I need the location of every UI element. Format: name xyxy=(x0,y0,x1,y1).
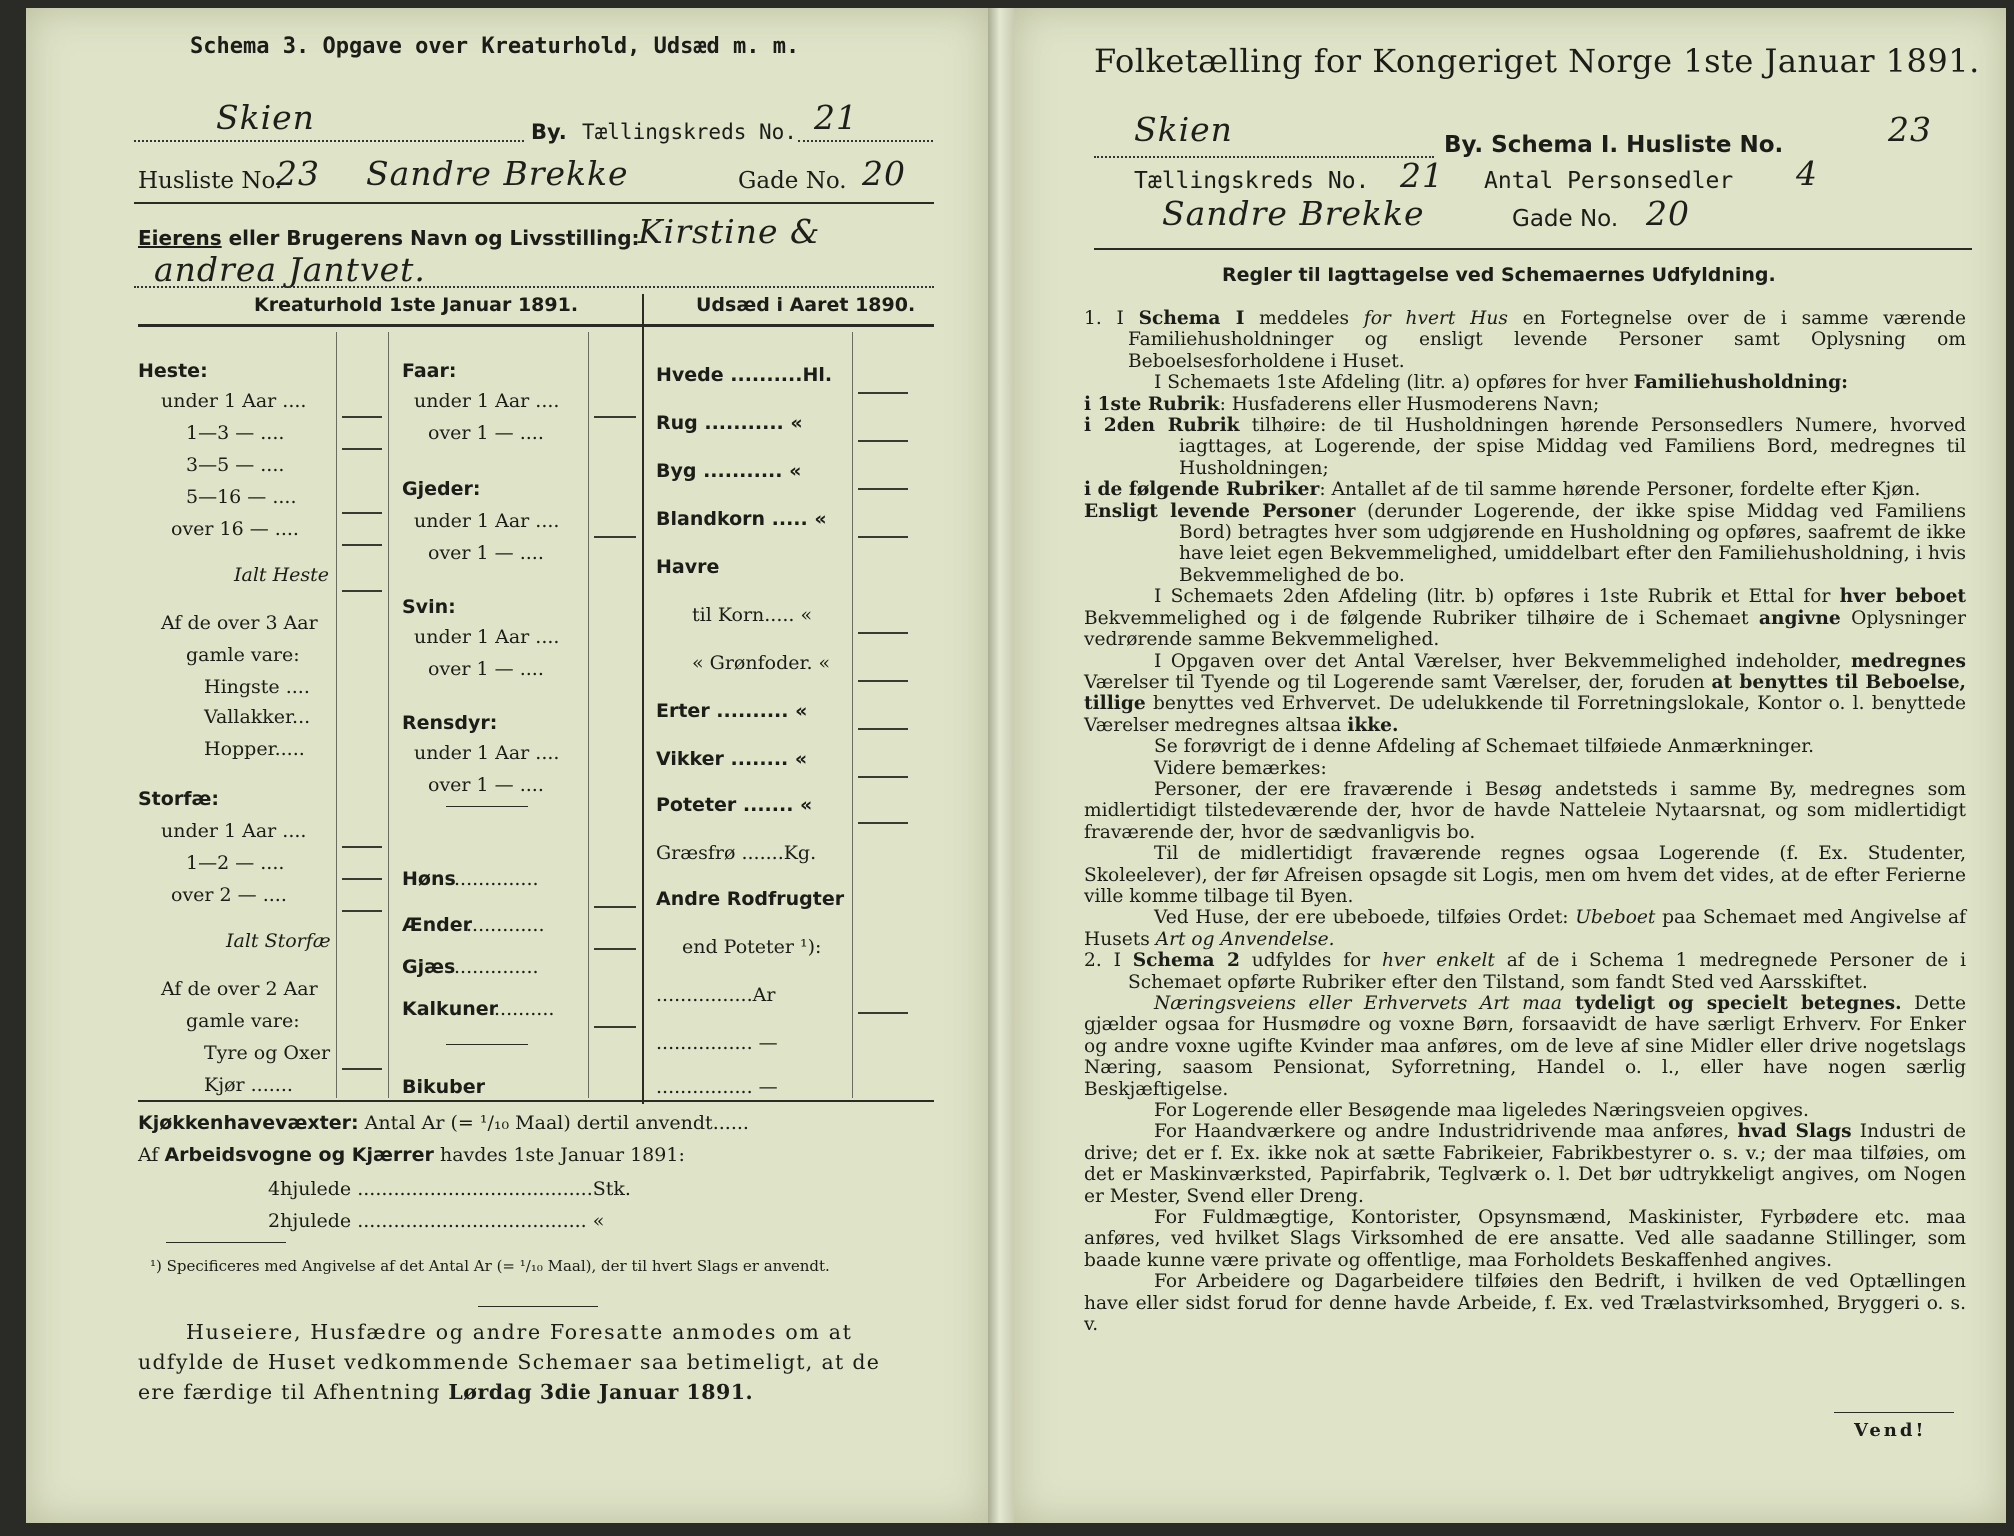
col-line-2 xyxy=(388,332,389,1098)
hons-dots: .............. xyxy=(454,868,539,890)
heste-row-2: 3—5 — .... xyxy=(186,454,285,476)
kreds-dotline xyxy=(798,140,933,142)
rule-1-videre: Videre bemærkes: xyxy=(1154,757,1327,779)
ialt-heste: Ialt Heste xyxy=(234,564,330,586)
husliste-handwritten: 23 xyxy=(1888,110,1932,149)
rule-2: 2. I Schema 2 udfyldes for hver enkelt af de i Schema 1 medregnede Personer de i Schemaet opførte Rubriker efter den Tilstand, som fandt Sted ved Aarsskiftet. xyxy=(1084,950,1967,993)
gronfoder-answer xyxy=(858,680,908,682)
kalkuner-answer xyxy=(594,1026,636,1028)
footnote-rule xyxy=(166,1242,286,1243)
heste-answer-1 xyxy=(342,448,382,450)
kalkuner-label: Kalkuner xyxy=(402,998,499,1020)
table-bottom-rule xyxy=(138,1100,934,1102)
rule-1-se-forovrigt: Se forøvrigt de i denne Afdeling af Schemaet tilføiede Anmærkninger. xyxy=(1154,736,1814,758)
town-dotline xyxy=(134,140,524,142)
erter-answer xyxy=(858,728,908,730)
svin-over1: over 1 — .... xyxy=(428,658,544,680)
svin-under1: under 1 Aar .... xyxy=(414,626,560,648)
bikuber-label: Bikuber xyxy=(402,1076,486,1098)
col-line-4 xyxy=(852,332,853,1098)
rule-2-haandvaerkere: For Haandværkere og andre Industridrivende maa anføres, hvad Slags Industri de drive; det er f. Ex. ikke nok at sætte Fabrikeier, Fabrikbestyrer o. s. v.; der maa tilføies, om det er Maskinværksted, Papirfabrik, Teglværk o. l. Det bør udtrykkeligt angives, om Nogen er Mester, Svend eller Dreng. xyxy=(1084,1121,1966,1207)
faar-under1: under 1 Aar .... xyxy=(414,390,560,412)
aender-dots: ............. xyxy=(466,914,545,936)
gjeder-over1: over 1 — .... xyxy=(428,542,544,564)
storfae-row-0: under 1 Aar .... xyxy=(161,820,307,842)
header-rule xyxy=(1094,248,1972,250)
rule-1-afdeling-b: I Schemaets 2den Afdeling (litr. b) opføres i 1ste Rubrik et Ettal for hver beboet Bekvemmelighed og i de følgende Rubriker tilhøire de i Schemaet angivne Oplysninger vedrørende samme Bekvemmelighed. xyxy=(1084,586,1966,651)
vikker-label: Vikker ........ « xyxy=(656,748,808,770)
gade-handwritten: 20 xyxy=(862,154,906,193)
closing-rule xyxy=(478,1306,598,1307)
byg-label: Byg ........... « xyxy=(656,460,802,482)
storfae-label: Storfæ: xyxy=(138,788,219,810)
tyre-oxer: Tyre og Oxer xyxy=(204,1042,331,1064)
storfae-row-1: 1—2 — .... xyxy=(186,852,285,874)
til-korn-answer xyxy=(858,632,908,634)
town-dotline xyxy=(1094,156,1434,158)
ialt-heste-answer xyxy=(342,590,382,592)
footnote-text: ¹) Specificeres med Angivelse af det Antal Ar (= ¹/₁₀ Maal), der til hvert Slags er anvendt. xyxy=(150,1257,830,1275)
right-page-schema-1 xyxy=(1014,8,2006,1523)
col-line-3 xyxy=(588,332,589,1098)
gade-label: Gade No. xyxy=(738,168,847,194)
kreaturhold-heading: Kreaturhold 1ste Januar 1891. xyxy=(254,294,579,316)
rule-2-naeringsvei: Næringsveiens eller Erhvervets Art maa tydeligt og specielt betegnes. Dette gjælder ogsaa for Husmødre og voxne Børn, forsaavidt de have særligt Erhverv. For Enker og andre voxne ugifte Kvinder maa anføres, om de leve af sine Midler eller drive nogetslags Næring, saasom Pensionat, Syforretning, Handel o. l., eller have nogen særlig Beskjæftigelse. xyxy=(1084,993,1966,1100)
rules-heading: Regler til Iagttagelse ved Schemaernes Udfyldning. xyxy=(1222,264,1776,286)
blandkorn-answer xyxy=(858,536,908,538)
vikker-answer xyxy=(858,776,908,778)
kreds-label: Tællingskreds No. xyxy=(1134,168,1370,194)
heste-row-0: under 1 Aar .... xyxy=(161,390,307,412)
owner-handwritten-2: andrea Jantvet. xyxy=(154,250,426,289)
rule-2-logerende: For Logerende eller Besøgende maa ligeledes Næringsveien opgives. xyxy=(1154,1100,1809,1122)
header-rule xyxy=(134,202,934,204)
heste-answer-3 xyxy=(342,512,382,514)
erter-label: Erter .......... « xyxy=(656,700,808,722)
owner-label: Eierens eller Brugerens Navn og Livsstilling: xyxy=(138,226,640,250)
antal-label: Antal Personsedler xyxy=(1484,168,1734,194)
faar-answer-0 xyxy=(594,416,636,418)
af-over3-a: Af de over 3 Aar xyxy=(161,612,318,634)
street-handwritten: Sandre Brekke xyxy=(1162,194,1425,233)
heste-row-3: 5—16 — .... xyxy=(186,486,297,508)
vend-rule xyxy=(1834,1412,1954,1413)
table-divider xyxy=(642,294,644,1104)
rule-2-fuldmaegtige: For Fuldmægtige, Kontorister, Opsynsmænd, Maskinister, Fyrbødere etc. maa anføres, ved hvilket Slags Virksomhed de ere ansatte. Ved alle saadanne Stillinger, som baade kunne være private og offentlige, maa Forholdets Beskaffenhed angives. xyxy=(1084,1207,1966,1271)
husliste-handwritten: 23 xyxy=(276,154,320,193)
owner-handwritten-1: Kirstine & xyxy=(638,212,821,251)
census-title: Folketælling for Kongeriget Norge 1ste Januar 1891. xyxy=(1094,42,1980,80)
storfae-row-2: over 2 — .... xyxy=(171,884,287,906)
poteter-label: Poteter ....... « xyxy=(656,794,813,816)
rensdyr-label: Rensdyr: xyxy=(402,712,498,734)
graesfro-label: Græsfrø .......Kg. xyxy=(656,842,817,864)
gjaes-dots: .............. xyxy=(454,956,539,978)
blandkorn-label: Blandkorn ..... « xyxy=(656,508,827,530)
kreds-handwritten: 21 xyxy=(814,98,858,137)
poteter-answer xyxy=(858,822,908,824)
kreds-label: Tællingskreds No. xyxy=(582,120,797,144)
heste-answer-4 xyxy=(342,544,382,546)
storfae-answer-2 xyxy=(342,910,382,912)
rug-answer xyxy=(858,440,908,442)
rules-body xyxy=(1084,308,1966,1336)
hjul4-line: 4hjulede .......................................Stk. xyxy=(268,1178,631,1200)
closing-line-2: udfylde de Huset vedkommende Schemaer saa betimeligt, at de xyxy=(138,1350,881,1374)
gade-label: Gade No. xyxy=(1512,206,1619,232)
kjor: Kjør ....... xyxy=(204,1074,293,1096)
vend-label: Vend! xyxy=(1854,1420,1927,1441)
rule-1-ensligt: Ensligt levende Personer (derunder Logerende, der ikke spise Middag ved Familiens Bord) betragtes hver som udgjørende en Husholdning og opføres, saafremt de ikke have leiet egen Bekvemmelighed, umiddelbart efter den Familiehusholdning, i hvis Bekvemmelighed de bo. xyxy=(1084,500,1966,586)
left-page-schema-3 xyxy=(26,8,988,1523)
heste-answer-0 xyxy=(342,416,382,418)
faar-over1: over 1 — .... xyxy=(428,422,544,444)
rensdyr-under1: under 1 Aar .... xyxy=(414,742,560,764)
by-label: By. xyxy=(531,120,567,144)
af-over2-b: gamle vare: xyxy=(186,1010,300,1032)
col2-short-rule-1 xyxy=(446,806,528,807)
storfae-answer-0 xyxy=(342,846,382,848)
rule-1-rubrik-1: i 1ste Rubrik: Husfaderens eller Husmoderens Navn; xyxy=(1084,393,1600,415)
table-top-rule xyxy=(138,324,934,327)
faar-label: Faar: xyxy=(402,360,457,382)
closing-line-1: Huseiere, Husfædre og andre Foresatte anmodes om at xyxy=(186,1320,853,1344)
antal-handwritten: 4 xyxy=(1796,154,1818,193)
aender-label: Ænder xyxy=(402,914,472,936)
rule-1: 1. I Schema I meddeles for hvert Hus en Fortegnelse over de i samme værende Familiehusholdninger og ensligt levende Personer samt Oplysning om Beboelsesforholdene i Huset. xyxy=(1084,308,1966,372)
street-handwritten: Sandre Brekke xyxy=(366,154,629,193)
af-over2-a: Af de over 2 Aar xyxy=(161,978,318,1000)
hvede-answer xyxy=(858,392,908,394)
hons-answer xyxy=(594,906,636,908)
udsaed-heading: Udsæd i Aaret 1890. xyxy=(696,294,916,316)
rule-1-vaerelser: I Opgaven over det Antal Værelser, hver Bekvemmelighed indeholder, medregnes Værelser til Tyende og til Logerende samt Værelser, der, foruden at benyttes til Beboelse, tillige benyttes ved Erhvervet. De udelukkende til Forretningslokale, Kontor o. l. benyttede Værelser medregnes altsaa ikke. xyxy=(1084,650,1967,736)
af-over3-b: gamle vare: xyxy=(186,644,300,666)
havre-label: Havre xyxy=(656,556,720,578)
gade-handwritten: 20 xyxy=(1646,194,1690,233)
rule-1-fravaerende: Til de midlertidigt fraværende regnes ogsaa Logerende (f. Ex. Studenter, Skoleelever), der før Afreisen opsagde sit Logis, men om hvem det vides, at de efter Ferierne ville komme tilbage til Byen. xyxy=(1084,843,1966,907)
byg-answer xyxy=(858,488,908,490)
town-handwritten: Skien xyxy=(1134,110,1233,149)
kjokkenhave-line: Kjøkkenhavevæxter: Antal Ar (= ¹/₁₀ Maal) dertil anvendt...... xyxy=(138,1112,749,1134)
aender-answer xyxy=(594,948,636,950)
kreds-handwritten: 21 xyxy=(1400,156,1444,195)
husliste-label: Husliste No. xyxy=(138,168,283,194)
rule-1-rubrik-2: i 2den Rubrik tilhøire: de til Husholdningen hørende Personsedlers Numere, hvorved iagttages, at Logerende, der spise Middag ved Familiens Bord, medregnes til Husholdningen; xyxy=(1084,415,1966,479)
dash-line-1: ................ — xyxy=(656,1032,778,1054)
rule-1-personer: Personer, der ere fraværende i Besøg andetsteds i samme By, medregnes som midlertidigt tilstedeværende der, hvor de havde Natteleie Nytaarsnat, og som midlertidigt fraværende der, hvor de sædvanligvis bo. xyxy=(1084,778,1966,843)
vallakker: Vallakker... xyxy=(204,706,311,728)
andre-rodfrugter-label: Andre Rodfrugter xyxy=(656,888,845,910)
ialt-storfae: Ialt Storfæ xyxy=(226,930,331,952)
rule-1-afdeling-a: I Schemaets 1ste Afdeling (litr. a) opføres for hver Familiehusholdning: xyxy=(1154,372,1848,394)
arbeidsvogne-line: Af Arbeidsvogne og Kjærrer havdes 1ste Januar 1891: xyxy=(138,1144,685,1166)
ar-line: ................Ar xyxy=(656,984,776,1006)
closing-line-3: ere færdige til Afhentning Lørdag 3die Januar 1891. xyxy=(138,1380,754,1404)
heste-label: Heste: xyxy=(138,360,208,382)
heste-row-4: over 16 — .... xyxy=(171,518,299,540)
hjul2-line: 2hjulede ...................................... « xyxy=(268,1210,605,1232)
svin-label: Svin: xyxy=(402,596,456,618)
rug-label: Rug ........... « xyxy=(656,412,803,434)
by-schema-husliste: By. Schema I. Husliste No. xyxy=(1444,132,1784,158)
town-handwritten: Skien xyxy=(216,98,315,137)
tyre-answer xyxy=(342,1068,382,1070)
gjeder-label: Gjeder: xyxy=(402,478,481,500)
gjeder-under1: under 1 Aar .... xyxy=(414,510,560,532)
gronfoder-label: « Grønfoder. « xyxy=(692,652,831,674)
rule-1-ubeboede: Ved Huse, der ere ubeboede, tilføies Ordet: Ubeboet paa Schemaet med Angivelse af Husets Art og Anvendelse. xyxy=(1084,907,1966,950)
hvede-label: Hvede ..........Hl. xyxy=(656,364,833,386)
kalkuner-dots: .......... xyxy=(494,998,555,1020)
rensdyr-over1: over 1 — .... xyxy=(428,774,544,796)
rule-1-folgende: i de følgende Rubriker: Antallet af de til samme hørende Personer, fordelte efter Kjøn. xyxy=(1084,479,1921,501)
owner-dotline xyxy=(134,286,934,288)
col2-short-rule-2 xyxy=(446,1044,528,1045)
storfae-answer-1 xyxy=(342,878,382,880)
hingste: Hingste .... xyxy=(204,676,310,698)
ar-answer xyxy=(858,1012,908,1014)
til-korn-label: til Korn..... « xyxy=(692,604,813,626)
book-gutter xyxy=(988,8,1014,1523)
gjaes-label: Gjæs xyxy=(402,956,456,978)
hopper: Hopper..... xyxy=(204,738,305,760)
hons-label: Høns xyxy=(402,868,456,890)
schema3-title: Schema 3. Opgave over Kreaturhold, Udsæd m. m. xyxy=(190,34,800,59)
gjeder-answer-0 xyxy=(594,536,636,538)
end-poteter-label: end Poteter ¹): xyxy=(682,936,822,958)
rule-2-arbeidere: For Arbeidere og Dagarbeidere tilføies den Bedrift, i hvilken de ved Optællingen have eller sidst forud for denne havde Arbeide, f. Ex. ved Trælastvirksomhed, Bryggeri o. s. v. xyxy=(1084,1271,1966,1336)
heste-row-1: 1—3 — .... xyxy=(186,422,285,444)
dash-line-2: ................ — xyxy=(656,1076,778,1098)
col-line-1 xyxy=(336,332,337,1098)
